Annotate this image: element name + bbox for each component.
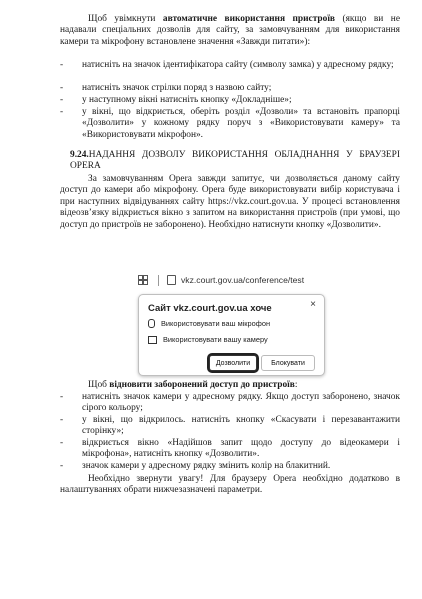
list-item-text: у вікні, що відкриється, оберіть розділ «Дозволи» та встановіть прапорці «Дозволити» у кожному рядку поруч з «Використовувати камеру» та «Використовувати мікрофон».	[82, 107, 400, 140]
section-heading	[70, 150, 400, 173]
list-dash: -	[60, 415, 64, 425]
permission-popup	[138, 294, 325, 376]
bold-phrase: відновити заборонений доступ до пристроїв	[109, 380, 295, 390]
address-url: vkz.court.gov.ua/conference/test	[181, 275, 305, 285]
list-item-text: натисніть на значок ідентифікатора сайту (символу замка) у адресному рядку;	[82, 60, 394, 70]
paragraph-prefix: Щоб	[88, 380, 110, 390]
paragraph-rest: (якщо ви не надавали спеціальних дозволів для сайту, за замовчуванням для використання камери та мікрофону встановлене значення «Завжди питати»):	[60, 14, 400, 47]
bold-phrase: автоматичне використання пристроїв	[162, 14, 335, 24]
list-dash: -	[60, 107, 64, 117]
list-item	[60, 83, 400, 94]
address-bar	[138, 272, 338, 288]
list-dash: -	[60, 392, 64, 402]
camera-permission-label: Використовувати вашу камеру	[163, 335, 268, 344]
address-separator	[158, 275, 159, 286]
list-dash: -	[60, 83, 64, 93]
mic-permission	[148, 319, 270, 328]
browser-permission-screenshot	[118, 272, 338, 390]
list-item-text: значок камери у адресному рядку змінить колір на блакитний.	[82, 461, 331, 471]
list-dash: -	[60, 438, 64, 448]
paragraph-restore-access	[60, 380, 400, 391]
list-item	[60, 438, 400, 461]
list-item-text: у наступному вікні натисніть кнопку «Докладніше»;	[82, 95, 292, 105]
list-item	[60, 60, 400, 71]
list-item-text: відкриється вікно «Надійшов запит щодо доступу до відеокамери і мікрофона», натисніть кнопку «Дозволити».	[82, 438, 400, 460]
list-dash: -	[60, 461, 64, 471]
list-dash: -	[60, 95, 64, 105]
paragraph-auto-devices	[60, 14, 400, 48]
list-item-text: у вікні, що відкрилось. натисніть кнопку «Скасувати і перезавантажити сторінку»;	[82, 415, 400, 437]
list-item	[60, 107, 400, 141]
lock-icon	[167, 275, 176, 285]
popup-title: Сайт vkz.court.gov.ua хоче	[148, 303, 272, 314]
list-item	[60, 95, 400, 106]
section-title: НАДАННЯ ДОЗВОЛУ ВИКОРИСТАННЯ ОБЛАДНАННЯ У БРАУЗЕРІ OPERA	[70, 150, 400, 172]
camera-permission	[148, 335, 268, 344]
list-item	[60, 392, 400, 415]
mic-permission-label: Використовувати ваш мікрофон	[161, 319, 271, 328]
list-item-text: натисніть значок стрілки поряд з назвою сайту;	[82, 83, 272, 93]
paragraph-opera-default: За замовчуванням Opera завжди запитує, чи дозволяється даному сайту доступ до камери або мікрофону. Opera буде використовувати вибір користувача і при наступних відвідуваннях сайту https://vkz.court.gov.ua. У процесі встановлення відеозв’язку відкриється вікно з запитом на використання пристроїв (при умові, що доступ до пристроїв не заборонено). Необхідно натиснути кнопку «Дозволити».	[60, 174, 400, 230]
microphone-icon	[148, 319, 155, 328]
section-number: 9.24.	[70, 150, 89, 160]
list-dash: -	[60, 60, 64, 70]
paragraph-prefix: Щоб увімкнути	[88, 14, 163, 24]
speed-dial-icon	[138, 275, 148, 285]
list-item	[60, 415, 400, 438]
allow-button[interactable]: Дозволити	[209, 355, 257, 371]
block-button[interactable]: Блокувати	[261, 355, 315, 371]
close-icon[interactable]: ×	[310, 299, 316, 310]
list-item-text: натисніть значок камери у адресному рядку. Якщо доступ заборонено, значок сірого кольору;	[82, 392, 400, 414]
list-item	[60, 461, 400, 472]
paragraph-attention: Необхідно звернути увагу! Для браузеру Opera необхідно додатково в налаштуваннях обрати нижчезазначені параметри.	[60, 474, 400, 496]
camera-icon	[148, 336, 157, 344]
paragraph-rest: :	[294, 380, 298, 390]
